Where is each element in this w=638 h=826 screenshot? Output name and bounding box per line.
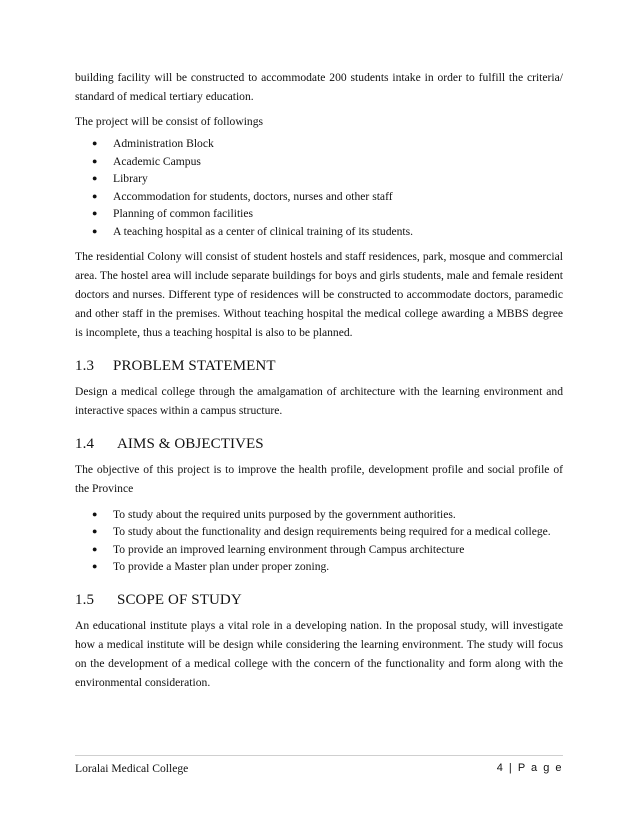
list-item: ● Planning of common facilities [75,205,563,223]
problem-statement-heading: 1.3 PROBLEM STATEMENT [75,357,276,374]
list-item: ● A teaching hospital as a center of clinical training of its students. [75,223,563,241]
bullet-icon: ● [92,155,98,166]
list-item: ● Administration Block [75,135,563,153]
footer-page-number: 4 | P a g e [496,762,563,774]
page-footer [75,755,563,775]
bullet-icon: ● [92,225,98,236]
scope-of-study-heading: 1.5 SCOPE OF STUDY [75,591,242,608]
aims-objectives-text: The objective of this project is to improve the health profile, development profile and social profile of the Province [75,462,563,495]
bullet-icon: ● [92,508,98,519]
bullet-icon: ● [92,526,98,537]
bullet-icon: ● [92,173,98,184]
footer-college-name: Loralai Medical College [75,762,189,775]
list-item: ● Academic Campus [75,153,563,171]
document-page [75,68,563,692]
list-item: ● To study about the required units purposed by the government authorities. [75,506,563,524]
list-intro: The project will be consist of followings [75,115,264,128]
scope-of-study-text: An educational institute plays a vital role in a developing nation. In the proposal study, will investigate how a medical institute will be design while considering the learning environment. The study will focus on the development of a medical college with the concern of the functionality and form along with the environmental consideration. [75,618,563,689]
list-item: ● Accommodation for students, doctors, nurses and other staff [75,188,563,206]
components-list [75,135,563,241]
problem-statement-text: Design a medical college through the amalgamation of architecture with the learning environment and interactive spaces within a campus structure. [75,384,563,417]
bullet-icon: ● [92,190,98,201]
list-item: ● To study about the functionality and design requirements being required for a medical college. [75,523,563,541]
list-item: ● Library [75,170,563,188]
bullet-icon: ● [92,543,98,554]
bullet-icon: ● [92,208,98,219]
residential-paragraph: The residential Colony will consist of student hostels and staff residences, park, mosque and commercial area. The hostel area will include separate buildings for boys and girls students, male and female resident doctors and nurses. Different type of residences will be constructed to accommodate doctors, paramedic and other staff in the premises. Without teaching hospital the medical college awarding a MBBS degree is incomplete, thus a teaching hospital is also to be planned. [75,249,563,339]
intro-paragraph: building facility will be constructed to accommodate 200 students intake in order to fulfill the criteria/ standard of medical tertiary education. [75,71,563,103]
bullet-icon: ● [92,561,98,572]
aims-list [75,506,563,576]
list-item: ● To provide a Master plan under proper zoning. [75,558,563,576]
list-item: ● To provide an improved learning environment through Campus architecture [75,541,563,559]
bullet-icon: ● [92,138,98,148]
aims-objectives-heading: 1.4 AIMS & OBJECTIVES [75,435,264,452]
